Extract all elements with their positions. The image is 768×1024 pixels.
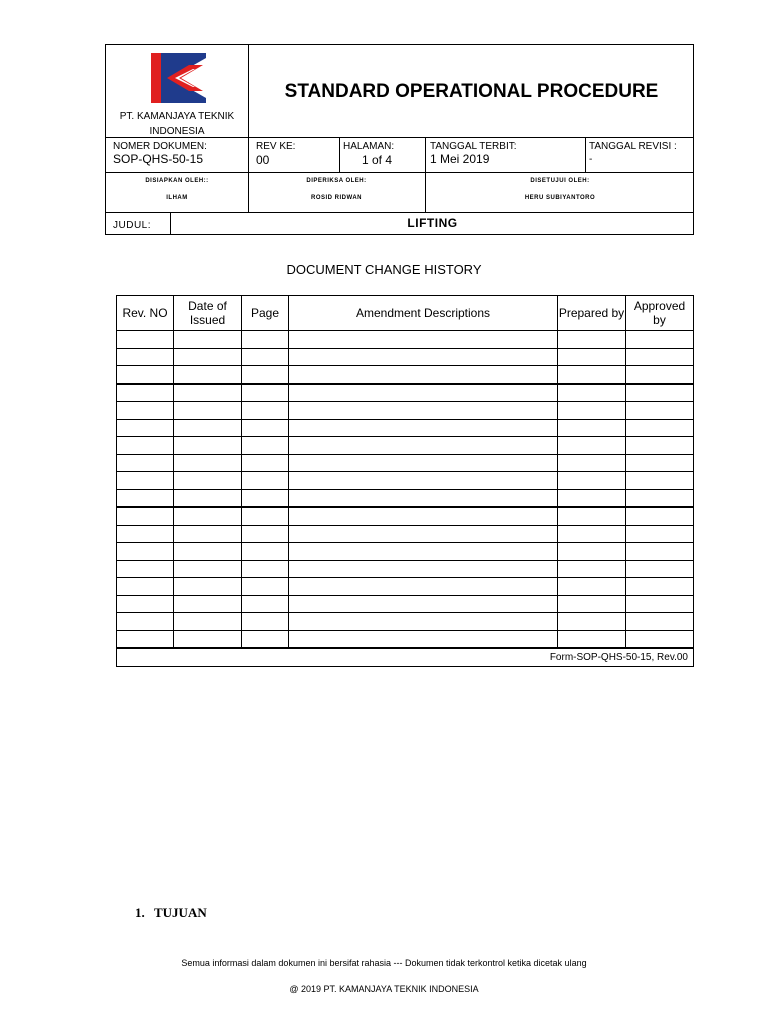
table-cell xyxy=(174,525,242,543)
prepared-value: ILHAM xyxy=(166,195,188,201)
table-cell xyxy=(626,348,694,366)
table-row xyxy=(117,595,694,613)
page-value: 1 of 4 xyxy=(362,153,393,167)
table-cell xyxy=(174,419,242,437)
table-cell xyxy=(242,331,289,349)
table-row xyxy=(117,507,694,525)
table-row xyxy=(117,489,694,507)
table-cell xyxy=(117,630,174,648)
section-heading xyxy=(135,905,207,921)
rev-label: REV KE: xyxy=(256,141,296,152)
table-cell xyxy=(242,366,289,384)
column-header: Prepared by xyxy=(558,296,626,331)
approved-value: HERU SUBIYANTORO xyxy=(524,195,596,201)
table-cell xyxy=(558,525,626,543)
table-row xyxy=(117,630,694,648)
doc-number-label: NOMER DOKUMEN: xyxy=(113,141,207,152)
table-cell xyxy=(289,348,558,366)
prepared-label: DISIAPKAN OLEH:: xyxy=(145,178,209,184)
column-header: Rev. NO xyxy=(117,296,174,331)
table-cell xyxy=(242,525,289,543)
page-label: HALAMAN: xyxy=(343,141,395,152)
table-cell xyxy=(174,472,242,490)
table-cell xyxy=(626,402,694,420)
table-cell xyxy=(117,472,174,490)
table-row xyxy=(117,402,694,420)
divider xyxy=(106,172,693,173)
table-cell xyxy=(289,472,558,490)
table-cell xyxy=(289,595,558,613)
table-cell xyxy=(174,613,242,631)
table-cell xyxy=(174,578,242,596)
table-cell xyxy=(117,507,174,525)
table-cell xyxy=(242,613,289,631)
table-cell xyxy=(242,437,289,455)
table-cell xyxy=(626,454,694,472)
table-cell xyxy=(242,454,289,472)
table-cell xyxy=(558,630,626,648)
table-cell xyxy=(626,578,694,596)
table-cell xyxy=(242,472,289,490)
table-cell xyxy=(117,437,174,455)
revision-date-label: TANGGAL REVISI : xyxy=(589,141,677,152)
table-row xyxy=(117,437,694,455)
change-history-table xyxy=(116,295,694,667)
column-header: Approved by xyxy=(626,296,694,331)
table-cell xyxy=(117,578,174,596)
table-cell xyxy=(117,384,174,402)
copyright: @ 2019 PT. KAMANJAYA TEKNIK INDONESIA xyxy=(289,984,479,994)
table-cell xyxy=(174,366,242,384)
table-cell xyxy=(626,419,694,437)
table-cell xyxy=(242,630,289,648)
table-cell xyxy=(289,630,558,648)
doc-number-value: SOP-QHS-50-15 xyxy=(113,152,204,166)
table-cell xyxy=(558,489,626,507)
table-cell xyxy=(626,525,694,543)
table-cell xyxy=(558,613,626,631)
checked-label: DIPERIKSA OLEH: xyxy=(306,178,367,184)
table-header-row xyxy=(117,296,694,331)
table-row xyxy=(117,472,694,490)
table-cell xyxy=(289,402,558,420)
table-row xyxy=(117,560,694,578)
table-cell xyxy=(558,331,626,349)
table-row xyxy=(117,384,694,402)
table-cell xyxy=(242,560,289,578)
table-cell xyxy=(626,331,694,349)
table-row xyxy=(117,366,694,384)
table-row xyxy=(117,454,694,472)
table-cell xyxy=(174,543,242,561)
table-cell xyxy=(289,560,558,578)
table-cell xyxy=(558,472,626,490)
table-cell xyxy=(174,595,242,613)
table-cell xyxy=(558,348,626,366)
table-cell xyxy=(289,578,558,596)
table-cell xyxy=(117,613,174,631)
table-cell xyxy=(626,560,694,578)
table-cell xyxy=(558,595,626,613)
table-cell xyxy=(558,384,626,402)
table-cell xyxy=(289,384,558,402)
table-row xyxy=(117,613,694,631)
table-cell xyxy=(174,489,242,507)
table-row xyxy=(117,578,694,596)
table-cell xyxy=(626,366,694,384)
confidential-notice: Semua informasi dalam dokumen ini bersifat rahasia --- Dokumen tidak terkontrol ketika dicetak ulang xyxy=(181,958,587,968)
table-row xyxy=(117,525,694,543)
table-cell xyxy=(174,384,242,402)
column-header: Amendment Descriptions xyxy=(289,296,558,331)
table-cell xyxy=(242,348,289,366)
form-code: Form-SOP-QHS-50-15, Rev.00 xyxy=(117,648,694,667)
table-cell xyxy=(242,578,289,596)
table-cell xyxy=(558,366,626,384)
table-cell xyxy=(289,525,558,543)
table-cell xyxy=(117,595,174,613)
table-cell xyxy=(174,348,242,366)
table-row xyxy=(117,419,694,437)
table-cell xyxy=(626,543,694,561)
table-cell xyxy=(174,630,242,648)
table-cell xyxy=(117,402,174,420)
table-cell xyxy=(117,560,174,578)
table-cell xyxy=(117,454,174,472)
table-cell xyxy=(558,507,626,525)
table-cell xyxy=(289,331,558,349)
table-cell xyxy=(242,543,289,561)
revision-date-value: - xyxy=(589,154,593,165)
table-cell xyxy=(117,489,174,507)
table-cell xyxy=(174,402,242,420)
company-logo-icon xyxy=(151,53,206,103)
judul-value: LIFTING xyxy=(407,216,458,230)
table-cell xyxy=(289,366,558,384)
table-cell xyxy=(626,630,694,648)
table-cell xyxy=(117,366,174,384)
table-cell xyxy=(626,489,694,507)
checked-value: ROSID RIDWAN xyxy=(311,195,362,201)
table-cell xyxy=(558,437,626,455)
issue-date-value: 1 Mei 2019 xyxy=(430,152,490,166)
approved-label: DISETUJUI OLEH: xyxy=(530,178,590,184)
table-cell xyxy=(174,507,242,525)
table-cell xyxy=(117,543,174,561)
table-cell xyxy=(174,560,242,578)
table-cell xyxy=(242,489,289,507)
table-cell xyxy=(289,437,558,455)
column-header: Date of Issued xyxy=(174,296,242,331)
table-cell xyxy=(289,419,558,437)
table-cell xyxy=(289,454,558,472)
table-cell xyxy=(117,331,174,349)
table-row xyxy=(117,331,694,349)
table-cell xyxy=(117,348,174,366)
divider xyxy=(106,212,693,213)
table-cell xyxy=(117,525,174,543)
rev-value: 00 xyxy=(256,153,270,167)
judul-label: JUDUL: xyxy=(113,220,152,231)
table-cell xyxy=(626,595,694,613)
company-name: PT. KAMANJAYA TEKNIK INDONESIA xyxy=(119,111,235,137)
column-header: Page xyxy=(242,296,289,331)
table-cell xyxy=(289,613,558,631)
table-cell xyxy=(242,402,289,420)
table-cell xyxy=(626,384,694,402)
table-cell xyxy=(558,578,626,596)
document-header xyxy=(105,44,694,235)
table-cell xyxy=(289,543,558,561)
table-cell xyxy=(242,595,289,613)
table-row xyxy=(117,543,694,561)
table-cell xyxy=(289,489,558,507)
table-cell xyxy=(174,454,242,472)
table-cell xyxy=(289,507,558,525)
table-cell xyxy=(242,507,289,525)
table-cell xyxy=(117,419,174,437)
table-cell xyxy=(174,331,242,349)
table-cell xyxy=(626,472,694,490)
table-cell xyxy=(626,613,694,631)
section-title: TUJUAN xyxy=(154,905,207,920)
table-cell xyxy=(242,384,289,402)
table-row xyxy=(117,348,694,366)
section-number: 1. xyxy=(135,905,145,920)
table-cell xyxy=(174,437,242,455)
table-cell xyxy=(626,507,694,525)
table-cell xyxy=(558,560,626,578)
table-cell xyxy=(626,437,694,455)
issue-date-label: TANGGAL TERBIT: xyxy=(430,141,517,152)
table-cell xyxy=(558,419,626,437)
history-heading: DOCUMENT CHANGE HISTORY xyxy=(286,262,482,277)
table-cell xyxy=(558,543,626,561)
table-cell xyxy=(242,419,289,437)
page-title: STANDARD OPERATIONAL PROCEDURE xyxy=(284,81,659,102)
table-cell xyxy=(558,402,626,420)
table-cell xyxy=(558,454,626,472)
